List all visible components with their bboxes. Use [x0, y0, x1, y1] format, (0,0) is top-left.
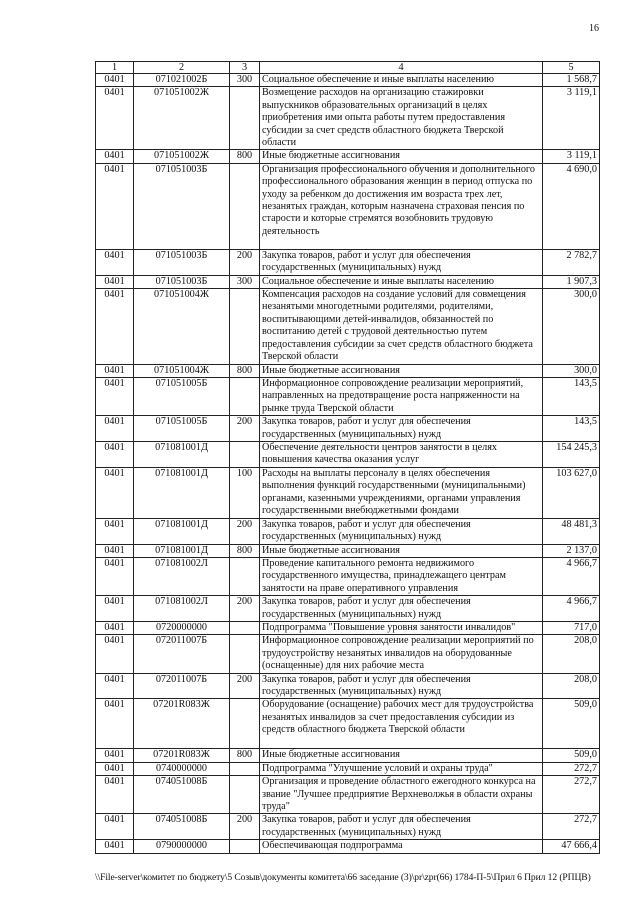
expense-type-cell: 200 — [230, 416, 260, 442]
expense-name-cell: Возмещение расходов на организацию стажировки выпускников образовательных организаций в целях приобретения ими опыта работы путем предоставления субсидии за счет средств областного бюджета Тверской области — [260, 87, 543, 150]
table-row — [96, 74, 600, 87]
section-code-cell: 0401 — [96, 749, 134, 762]
expense-name-cell: Информационное сопровождение реализации мероприятий по трудоустройству незанятых инвалидов на оборудованные (оснащенные) для них рабочие места — [260, 635, 543, 673]
target-article-cell: 071081001Д — [134, 544, 230, 557]
expense-name-cell: Закупка товаров, работ и услуг для обеспечения государственных (муниципальных) нужд — [260, 518, 543, 544]
section-code-cell: 0401 — [96, 673, 134, 699]
expense-name-cell: Иные бюджетные ассигнования — [260, 150, 543, 163]
column-header: 4 — [260, 62, 543, 74]
table-header-row — [96, 62, 600, 74]
expense-type-cell — [230, 87, 260, 150]
table-row — [96, 275, 600, 288]
column-header: 5 — [543, 62, 600, 74]
amount-cell: 717,0 — [543, 622, 600, 635]
table-row — [96, 163, 600, 249]
expense-type-cell: 300 — [230, 275, 260, 288]
section-code-cell: 0401 — [96, 544, 134, 557]
section-code-cell: 0401 — [96, 518, 134, 544]
target-article-cell: 072011007Б — [134, 635, 230, 673]
table-row — [96, 377, 600, 415]
amount-cell: 509,0 — [543, 749, 600, 762]
table-row — [96, 87, 600, 150]
table-row — [96, 749, 600, 762]
column-header: 3 — [230, 62, 260, 74]
amount-cell: 103 627,0 — [543, 467, 600, 518]
amount-cell: 2 137,0 — [543, 544, 600, 557]
section-code-cell: 0401 — [96, 87, 134, 150]
section-code-cell: 0401 — [96, 557, 134, 595]
amount-cell: 208,0 — [543, 635, 600, 673]
target-article-cell: 0790000000 — [134, 840, 230, 853]
target-article-cell: 071081002Л — [134, 596, 230, 622]
target-article-cell: 07201R083Ж — [134, 749, 230, 762]
expense-type-cell — [230, 441, 260, 467]
amount-cell: 1 568,7 — [543, 74, 600, 87]
amount-cell: 4 690,0 — [543, 163, 600, 249]
section-code-cell: 0401 — [96, 840, 134, 853]
target-article-cell: 071051005Б — [134, 377, 230, 415]
file-path-footer: \\File-server\комитет по бюджету\5 Созыв\документы комитета\66 заседание (3)\pr\zpr(66) 1784-П-5\Прил 6 Прил 12 (РПЦВ) — [95, 872, 591, 883]
table-row — [96, 544, 600, 557]
expense-name-cell: Информационное сопровождение реализации мероприятий, направленных на предотвращение роста напряженности на рынке труда Тверской области — [260, 377, 543, 415]
expense-type-cell — [230, 377, 260, 415]
amount-cell: 143,5 — [543, 416, 600, 442]
section-code-cell: 0401 — [96, 364, 134, 377]
expense-type-cell — [230, 776, 260, 814]
target-article-cell: 072011007Б — [134, 673, 230, 699]
target-article-cell: 071081002Л — [134, 557, 230, 595]
column-header: 1 — [96, 62, 134, 74]
table-row — [96, 557, 600, 595]
amount-cell: 47 666,4 — [543, 840, 600, 853]
table-row — [96, 364, 600, 377]
section-code-cell: 0401 — [96, 441, 134, 467]
table-row — [96, 518, 600, 544]
expense-name-cell: Организация профессионального обучения и дополнительного профессионального образования женщин в период отпуска по уходу за ребенком до достижения им возраста трех лет, незанятых граждан, которым назначена страховая пенсия по старости и которые стремятся возобновить трудовую деятельность — [260, 163, 543, 249]
expense-type-cell: 800 — [230, 749, 260, 762]
expense-name-cell: Обеспечение деятельности центров занятости в целях повышения качества оказания услуг — [260, 441, 543, 467]
expense-name-cell: Проведение капитального ремонта недвижимого государственного имущества, принадлежащего центрам занятости на праве оперативного управления — [260, 557, 543, 595]
expense-type-cell — [230, 635, 260, 673]
expense-name-cell: Закупка товаров, работ и услуг для обеспечения государственных (муниципальных) нужд — [260, 596, 543, 622]
expense-name-cell: Расходы на выплаты персоналу в целях обеспечения выполнения функций государственными (муниципальными) органами, казенными учреждениями, органами управления государственными внебюджетными фондами — [260, 467, 543, 518]
amount-cell: 48 481,3 — [543, 518, 600, 544]
target-article-cell: 0740000000 — [134, 762, 230, 775]
target-article-cell: 071081001Д — [134, 518, 230, 544]
amount-cell: 272,7 — [543, 776, 600, 814]
section-code-cell: 0401 — [96, 416, 134, 442]
expense-name-cell: Социальное обеспечение и иные выплаты населению — [260, 74, 543, 87]
amount-cell: 208,0 — [543, 673, 600, 699]
section-code-cell: 0401 — [96, 635, 134, 673]
section-code-cell: 0401 — [96, 776, 134, 814]
expense-type-cell: 200 — [230, 518, 260, 544]
target-article-cell: 074051008Б — [134, 814, 230, 840]
expense-type-cell: 300 — [230, 74, 260, 87]
target-article-cell: 07201R083Ж — [134, 699, 230, 749]
section-code-cell: 0401 — [96, 699, 134, 749]
table-row — [96, 596, 600, 622]
target-article-cell: 071051002Ж — [134, 150, 230, 163]
amount-cell: 272,7 — [543, 762, 600, 775]
target-article-cell: 071051005Б — [134, 416, 230, 442]
table-row — [96, 150, 600, 163]
section-code-cell: 0401 — [96, 163, 134, 249]
expense-name-cell: Обеспечивающая подпрограмма — [260, 840, 543, 853]
target-article-cell: 071051003Б — [134, 249, 230, 275]
expense-type-cell: 200 — [230, 596, 260, 622]
section-code-cell: 0401 — [96, 467, 134, 518]
table-row — [96, 416, 600, 442]
expense-name-cell: Закупка товаров, работ и услуг для обеспечения государственных (муниципальных) нужд — [260, 249, 543, 275]
target-article-cell: 071081001Д — [134, 467, 230, 518]
expense-name-cell: Социальное обеспечение и иные выплаты населению — [260, 275, 543, 288]
expense-type-cell: 200 — [230, 814, 260, 840]
table-row — [96, 699, 600, 749]
table-row — [96, 673, 600, 699]
table-row — [96, 289, 600, 364]
section-code-cell: 0401 — [96, 289, 134, 364]
table-row — [96, 441, 600, 467]
expense-name-cell: Компенсация расходов на создание условий для совмещения незанятыми многодетными родителями, родителями, воспитывающими детей-инвалидов, обязанностей по воспитанию детей с трудовой деятельностью путем предоставления субсидии за счет средств областного бюджета Тверской области — [260, 289, 543, 364]
expense-type-cell: 800 — [230, 544, 260, 557]
expense-type-cell: 800 — [230, 150, 260, 163]
target-article-cell: 071051004Ж — [134, 364, 230, 377]
section-code-cell: 0401 — [96, 275, 134, 288]
expense-name-cell: Закупка товаров, работ и услуг для обеспечения государственных (муниципальных) нужд — [260, 416, 543, 442]
target-article-cell: 071051003Б — [134, 163, 230, 249]
target-article-cell: 071081001Д — [134, 441, 230, 467]
target-article-cell: 071051002Ж — [134, 87, 230, 150]
expense-name-cell: Закупка товаров, работ и услуг для обеспечения государственных (муниципальных) нужд — [260, 673, 543, 699]
table-row — [96, 467, 600, 518]
amount-cell: 4 966,7 — [543, 596, 600, 622]
table-row — [96, 776, 600, 814]
expense-name-cell: Иные бюджетные ассигнования — [260, 544, 543, 557]
expense-name-cell: Иные бюджетные ассигнования — [260, 364, 543, 377]
expense-type-cell: 100 — [230, 467, 260, 518]
expense-type-cell — [230, 762, 260, 775]
target-article-cell: 071021002Б — [134, 74, 230, 87]
expense-name-cell: Организация и проведение областного ежегодного конкурса на звание "Лучшее предприятие Верхневолжья в области охраны труда" — [260, 776, 543, 814]
expense-type-cell — [230, 557, 260, 595]
budget-table — [95, 61, 600, 854]
table-row — [96, 635, 600, 673]
amount-cell: 4 966,7 — [543, 557, 600, 595]
amount-cell: 143,5 — [543, 377, 600, 415]
target-article-cell: 074051008Б — [134, 776, 230, 814]
target-article-cell: 071051004Ж — [134, 289, 230, 364]
expense-name-cell: Оборудование (оснащение) рабочих мест для трудоустройства незанятых инвалидов за счет предоставления субсидии из средств областного бюджета Тверской области — [260, 699, 543, 749]
section-code-cell: 0401 — [96, 762, 134, 775]
table-row — [96, 762, 600, 775]
table-row — [96, 622, 600, 635]
target-article-cell: 071051003Б — [134, 275, 230, 288]
expense-type-cell — [230, 289, 260, 364]
table-body — [96, 74, 600, 854]
section-code-cell: 0401 — [96, 377, 134, 415]
section-code-cell: 0401 — [96, 814, 134, 840]
target-article-cell: 0720000000 — [134, 622, 230, 635]
expense-type-cell: 200 — [230, 673, 260, 699]
amount-cell: 272,7 — [543, 814, 600, 840]
section-code-cell: 0401 — [96, 150, 134, 163]
amount-cell: 3 119,1 — [543, 150, 600, 163]
expense-type-cell — [230, 840, 260, 853]
amount-cell: 154 245,3 — [543, 441, 600, 467]
section-code-cell: 0401 — [96, 596, 134, 622]
amount-cell: 1 907,3 — [543, 275, 600, 288]
expense-type-cell — [230, 163, 260, 249]
expense-name-cell: Подпрограмма "Улучшение условий и охраны труда" — [260, 762, 543, 775]
amount-cell: 2 782,7 — [543, 249, 600, 275]
amount-cell: 300,0 — [543, 364, 600, 377]
expense-type-cell — [230, 699, 260, 749]
section-code-cell: 0401 — [96, 622, 134, 635]
column-header: 2 — [134, 62, 230, 74]
page-number: 16 — [589, 23, 599, 34]
amount-cell: 3 119,1 — [543, 87, 600, 150]
expense-type-cell: 800 — [230, 364, 260, 377]
expense-name-cell: Иные бюджетные ассигнования — [260, 749, 543, 762]
expense-name-cell: Подпрограмма "Повышение уровня занятости инвалидов" — [260, 622, 543, 635]
amount-cell: 300,0 — [543, 289, 600, 364]
section-code-cell: 0401 — [96, 249, 134, 275]
expense-type-cell: 200 — [230, 249, 260, 275]
table-row — [96, 840, 600, 853]
table-row — [96, 249, 600, 275]
section-code-cell: 0401 — [96, 74, 134, 87]
expense-type-cell — [230, 622, 260, 635]
amount-cell: 509,0 — [543, 699, 600, 749]
table-row — [96, 814, 600, 840]
expense-name-cell: Закупка товаров, работ и услуг для обеспечения государственных (муниципальных) нужд — [260, 814, 543, 840]
